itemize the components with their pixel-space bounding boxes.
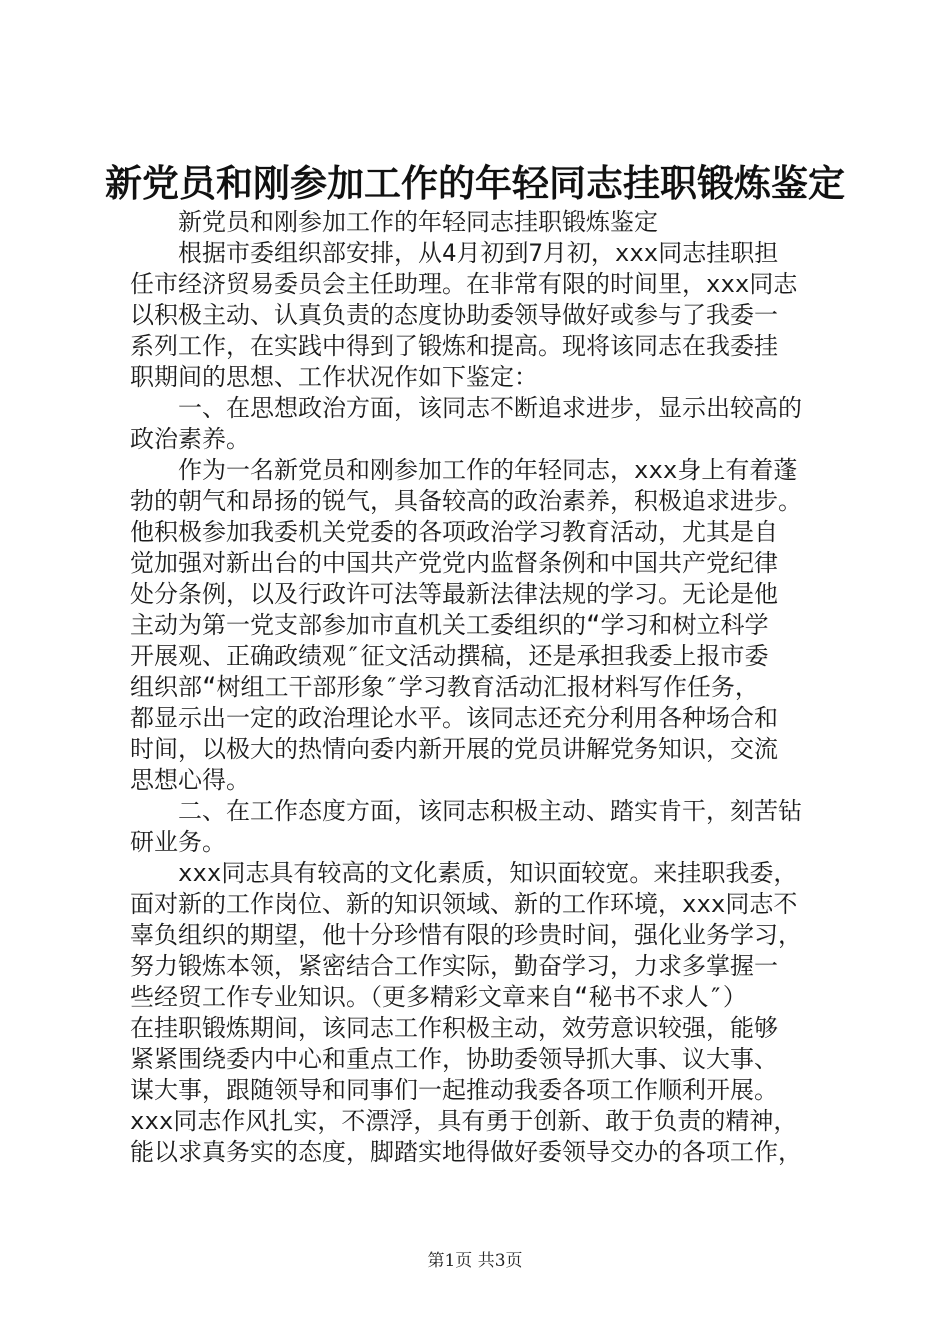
body-line: 二、在工作态度方面，该同志积极主动、踏实肯干，刻苦钻 <box>178 797 802 825</box>
body-line: 都显示出一定的政治理论水平。该同志还充分利用各种场合和 <box>130 704 778 732</box>
body-line: 政治素养。 <box>130 425 250 453</box>
body-line: 他积极参加我委机关党委的各项政治学习教育活动，尤其是自 <box>130 518 778 546</box>
body-line: 一、在思想政治方面，该同志不断追求进步，显示出较高的 <box>178 394 802 422</box>
body-line: 作为一名新党员和刚参加工作的年轻同志，xxx身上有着蓬 <box>178 456 798 484</box>
body-line: 根据市委组织部安排，从4月初到7月初，xxx同志挂职担 <box>178 239 779 267</box>
body-line: 谋大事，跟随领导和同事们一起推动我委各项工作顺利开展。 <box>130 1076 778 1104</box>
body-line: 处分条例，以及行政许可法等最新法律法规的学习。无论是他 <box>130 580 778 608</box>
body-line: 任市经济贸易委员会主任助理。在非常有限的时间里，xxx同志 <box>130 270 798 298</box>
document-body <box>130 207 830 1168</box>
body-line: 组织部“树组工干部形象″学习教育活动汇报材料写作任务， <box>130 673 759 701</box>
body-line: 思想心得。 <box>130 766 250 794</box>
body-line: 能以求真务实的态度，脚踏实地得做好委领导交办的各项工作， <box>130 1138 802 1166</box>
body-line: 辜负组织的期望，他十分珍惜有限的珍贵时间，强化业务学习， <box>130 921 802 949</box>
body-line: 开展观、正确政绩观″征文活动撰稿，还是承担我委上报市委 <box>130 642 769 670</box>
body-line: xxx同志具有较高的文化素质，知识面较宽。来挂职我委， <box>178 859 798 887</box>
body-line: 系列工作，在实践中得到了锻炼和提高。现将该同志在我委挂 <box>130 332 778 360</box>
body-line: 勃的朝气和昂扬的锐气，具备较高的政治素养，积极追求进步。 <box>130 487 802 515</box>
body-line: 主动为第一党支部参加市直机关工委组织的“学习和树立科学 <box>130 611 769 639</box>
body-line: 新党员和刚参加工作的年轻同志挂职锻炼鉴定 <box>178 208 658 236</box>
body-line: 觉加强对新出台的中国共产党党内监督条例和中国共产党纪律 <box>130 549 778 577</box>
body-line: 在挂职锻炼期间，该同志工作积极主动，效劳意识较强，能够 <box>130 1014 778 1042</box>
body-line: 以积极主动、认真负责的态度协助委领导做好或参与了我委一 <box>130 301 778 329</box>
body-line: 时间，以极大的热情向委内新开展的党员讲解党务知识，交流 <box>130 735 778 763</box>
page-footer: 第1页 共3页 <box>427 1251 523 1271</box>
document-title: 新党员和刚参加工作的年轻同志挂职锻炼鉴定 <box>105 161 845 205</box>
body-line: 紧紧围绕委内中心和重点工作，协助委领导抓大事、议大事、 <box>130 1045 778 1073</box>
body-line: 些经贸工作专业知识。（更多精彩文章来自“秘书不求人″） <box>130 983 747 1011</box>
body-line: 努力锻炼本领，紧密结合工作实际，勤奋学习，力求多掌握一 <box>130 952 778 980</box>
body-line: 职期间的思想、工作状况作如下鉴定： <box>130 363 538 391</box>
body-line: 面对新的工作岗位、新的知识领域、新的工作环境，xxx同志不 <box>130 890 798 918</box>
body-line: xxx同志作风扎实，不漂浮，具有勇于创新、敢于负责的精神， <box>130 1107 798 1135</box>
body-line: 研业务。 <box>130 828 226 856</box>
